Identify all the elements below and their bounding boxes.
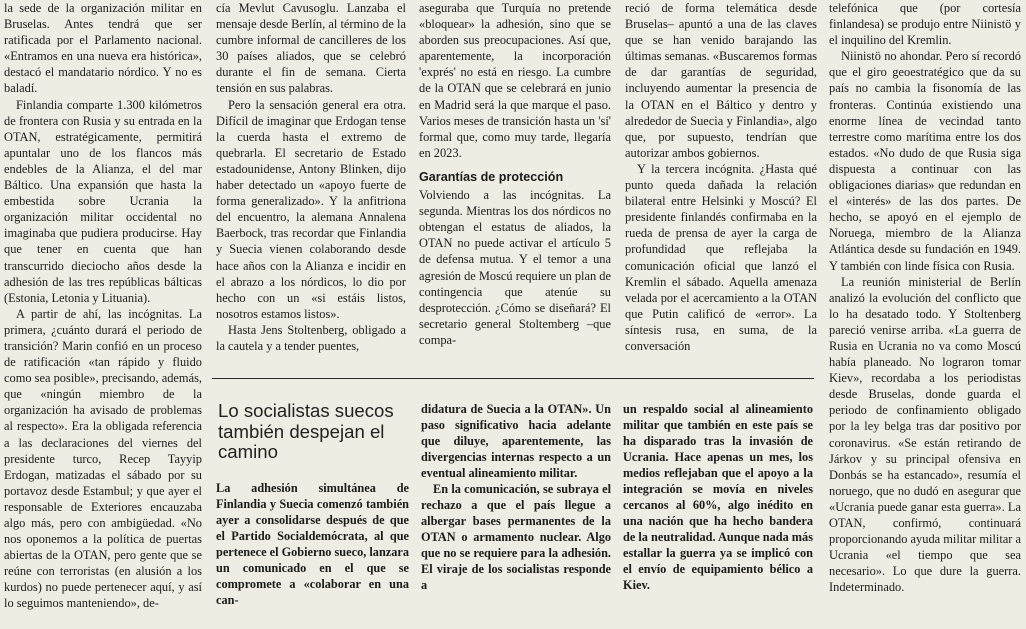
sidebar-column-1 bbox=[216, 480, 409, 628]
sidebar-box bbox=[212, 378, 814, 629]
paragraph: Pero la sensación general era otra. Difícil de imaginar que Erdogan tense la cuerda hasta el extremo de quebrarla. El secretario de Estado estadounidense, Antony Blinken, dijo haber detectado un «apoyo fuerte de forma generalizado». Y la anfitriona del encuentro, la alemana Annalena Baerbock, tras recordar que Finlandia y Suecia vienen colaborando desde hace años con la Alianza e incidir en el abrazo a los nórdicos, lo dio por hecho con un «si estáis listos, nosotros estamos listos». bbox=[216, 97, 406, 321]
paragraph: La reunión ministerial de Berlín analizó la evolución del conflicto que lo ha desatado todo. Y Stoltenberg pareció venirse arriba. «La guerra de Rusia en Ucrania no va como Moscú había planeado. No lograron tomar Kiev», recordaba a los periodistas desde Bruselas, donde guarda el periodo de confinamiento obligado por la ley belga tras dar positivo por coronavirus. «Se están retirando de Járkov y su principal ofensiva en Donbás se ha estancado», resumía el noruego, que no dudó en asegurar que «Ucrania puede ganar esta guerra». La OTAN, confirmó, continuará proporcionando ayuda militar militar a Ucrania «el tiempo que sea necesario». Lo que dure la guerra. Indeterminado. bbox=[829, 274, 1021, 595]
article-column-1 bbox=[4, 0, 202, 628]
article-column-2 bbox=[216, 0, 406, 360]
paragraph: Niinistö no ahondar. Pero sí recordó que el giro geoestratégico que da su país no cambia la fisonomía de las fronteras. Continúa existiendo una enorme línea de vecindad tanto terrestre como marítima entre los dos estados. «No dudo de que Rusia siga dispuesta a continuar con las obligaciones diarias» que redundan en el «interés» de las dos partes. De hecho, se apoyó en el ejemplo de Noruega, miembro de la Alianza Atlántica desde su fundación en 1949. Y también con linde física con Rusia. bbox=[829, 49, 1021, 273]
paragraph: Hasta Jens Stoltenberg, obligado a la cautela y a tender puentes, bbox=[216, 322, 406, 353]
paragraph: Y la tercera incógnita. ¿Hasta qué punto queda dañada la relación bilateral entre Helsinki y Moscú? El presidente finlandés confirmaba en la rueda de prensa de ayer la carga de profundidad que reflejaba la comunicación oficial que lanzó el Kremlin el sábado. Aquella amenaza velada por el acercamiento a la OTAN que Putin calificó de «error». La síntesis rusa, en suma, de la conversación bbox=[625, 161, 817, 353]
paragraph: La adhesión simultánea de Finlandia y Suecia comenzó también ayer a consolidarse después de que el Partido Socialdemócrata, al que pertenece el Gobierno sueco, lanzara un comunicado en el que se compromete a «colaborar en una can- bbox=[216, 481, 409, 607]
paragraph: En la comunicación, se subraya el rechazo a que el país llegue a albergar bases permanentes de la OTAN o armamento nuclear. Algo que no se requiere para la adhesión. El viraje de los socialistas responde a bbox=[421, 482, 611, 592]
section-subheading: Garantías de protección bbox=[419, 169, 564, 184]
paragraph: A partir de ahí, las incógnitas. La primera, ¿cuánto durará el periodo de transición? Marin confió en un proceso de ratificación «tan rápido y fluido como sea posible», precisando, además, que «ningún miembro de la organización ha avisado de problemas al respecto». Era la obligada referencia a las declaraciones del viernes del presidente turco, Recep Tayyip Erdogan, matizadas el sábado por su portavoz desde Estambul; y que ayer el responsable de Exteriores encauzaba algo más, pero con ambigüedad. «No nos oponemos a la política de puertas abiertas de la OTAN, pero gente que se reúne con terroristas (en alusión a los kurdos) no puede pertenecer aquí, y así lo seguimos manteniendo», de- bbox=[4, 306, 202, 611]
article-column-5 bbox=[829, 0, 1021, 628]
paragraph: telefónica que (por cortesía finlandesa) se produjo entre Niinistö y el inquilino del Kremlin. bbox=[829, 1, 1021, 48]
paragraph: aseguraba que Turquía no pretende «bloquear» la adhesión, sino que se aborden sus preocupaciones. Así que, aparentemente, la incorporación 'exprés' no está en riesgo. La cumbre de la OTAN que se celebrará en junio en Madrid será la que marque el paso. Varios meses de transición hasta un 'sí' formal que, como muy tarde, llegaría en 2023. bbox=[419, 1, 611, 160]
paragraph: reció de forma telemática desde Bruselas– apuntó a una de las claves que se han venido barajando las últimas semanas. «Buscaremos formas de dar garantías de seguridad, incluyendo aumentar la presencia de la OTAN en el Báltico y dentro y alrededor de Suecia y Finlandia», algo que, por supuesto, tendrían que autorizar ambos gobiernos. bbox=[625, 1, 817, 160]
paragraph: la sede de la organización militar en Bruselas. Antes tendrá que ser ratificada por el Parlamento nacional. «Entramos en una nueva era histórica», destacó el mandatario nórdico. Y no es baladí. bbox=[4, 1, 202, 96]
paragraph: Volviendo a las incógnitas. La segunda. Mientras los dos nórdicos no obtengan el estatus de aliados, la OTAN no puede activar el artículo 5 de defensa mutua. Y el temor a una agresión de Moscú requiere un plan de contingencia que atenúe su desprotección. ¿Cómo se diseñará? El secretario general Stoltemberg –que compa- bbox=[419, 188, 611, 347]
article-column-4 bbox=[625, 0, 817, 360]
paragraph: cía Mevlut Cavusoglu. Lanzaba el mensaje desde Berlín, al término de la cumbre informal de cancilleres de los 30 países aliados, que se celebró durante el fin de semana. Cierta tensión en sus palabras. bbox=[216, 1, 406, 96]
sidebar-column-2 bbox=[421, 401, 611, 627]
paragraph: Finlandia comparte 1.300 kilómetros de frontera con Rusia y su entrada en la OTAN, estratégicamente, permitirá apuntalar uno de los flancos más endebles de la Alianza, el del mar Báltico. Una expansión que hasta la embestida sobre Ucrania la organización militar occidental no imaginaba que pudiera producirse. Hay que tener en cuenta que han transcurrido dieciocho años desde la adhesión de las tres repúblicas bálticas (Estonia, Letonia y Lituania). bbox=[4, 97, 202, 305]
paragraph: un respaldo social al alineamiento militar que también en este país se ha disparado tras la invasión de Ucrania. Hace apenas un mes, los medios reflejaban que el apoyo a la integración se movía en niveles cercanos al 60%, algo inédito en una nación que ha hecho bandera de la neutralidad. Aunque nada más estallar la guerra ya se implicó con el envío de equipamiento bélico a Kiev. bbox=[623, 402, 813, 592]
sidebar-title: Lo socialistas suecos también despejan el camino bbox=[218, 400, 394, 462]
paragraph: didatura de Suecia a la OTAN». Un paso significativo hacia adelante que diluye, aparentemente, las divergencias internas respecto a un eventual alineamiento militar. bbox=[421, 402, 611, 480]
article-column-3 bbox=[419, 0, 611, 360]
sidebar-column-3 bbox=[623, 401, 813, 627]
